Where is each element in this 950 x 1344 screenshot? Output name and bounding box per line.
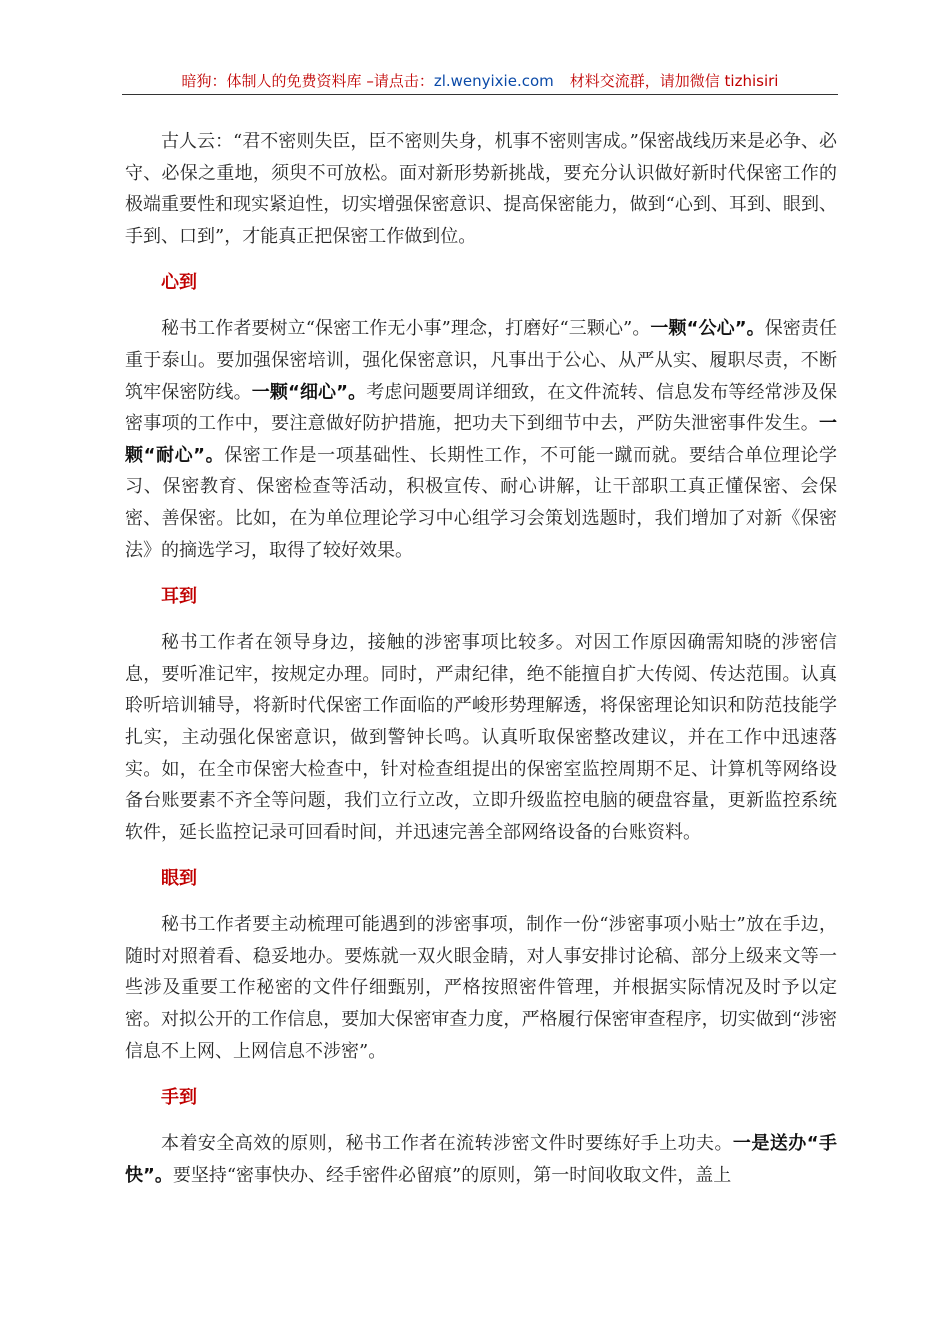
- section-heading-erdao: 耳到: [161, 586, 197, 608]
- bold-segment: 一颗“细心”。: [251, 381, 367, 403]
- text-segment: 保密工作是一项基础性、长期性工作，不可能一蹴而就。要结合单位理论学习、保密教育、保密检查等活动，积极宣传、耐心讲解，让干部职工真正懂保密、会保密、善保密。比如，在为单位理论学习中心组学习会策划选题时，我们增加了对新《保密法》的摘选学习，取得了较好效果。: [125, 444, 837, 561]
- section-heading-xindao: 心到: [161, 272, 197, 294]
- header-url-link[interactable]: zl.wenyixie.com: [433, 72, 554, 90]
- section-heading-shoudao: 手到: [161, 1087, 197, 1109]
- section-paragraph-shoudao: [125, 1128, 837, 1191]
- bold-segment: 一颗“耐心”。: [125, 413, 837, 466]
- bold-segment: 一是送办“手快”。: [125, 1133, 837, 1186]
- header-click-prompt: –请点击：: [361, 72, 434, 90]
- text-segment: 秘书工作者在领导身边，接触的涉密事项比较多。对因工作原因确需知晓的涉密信息，要听准记牢，按规定办理。同时，严肃纪律，绝不能擅自扩大传阅、传达范围。认真聆听培训辅导，将新时代保密工作面临的严峻形势理解透，将保密理论知识和防范技能学扎实，主动强化保密意识，做到警钟长鸣。认真听取保密整改建议，并在工作中迅速落实。如，在全市保密大检查中，针对检查组提出的保密室监控周期不足、计算机等网络设备台账要素不齐全等问题，我们立行立改，立即升级监控电脑的硬盘容量，更新监控系统软件，延长监控记录可回看时间，并迅速完善全部网络设备的台账资料。: [125, 632, 837, 843]
- section-heading-yandao: 眼到: [161, 868, 197, 890]
- page-header: [122, 70, 838, 92]
- text-segment: 本着安全高效的原则，秘书工作者在流转涉密文件时要练好手上功夫。: [161, 1133, 733, 1155]
- article-body: [125, 126, 837, 1191]
- text-segment: 秘书工作者要主动梳理可能遇到的涉密事项，制作一份“涉密事项小贴士”放在手边，随时对照着看、稳妥地办。要炼就一双火眼金睛，对人事安排讨论稿、部分上级来文等一些涉及重要工作秘密的文件仔细甄别，严格按照密件管理，并根据实际情况及时予以定密。对拟公开的工作信息，要加大保密审查力度，严格履行保密审查程序，切实做到“涉密信息不上网、上网信息不涉密”。: [125, 914, 837, 1062]
- text-segment: 考虑问题要周详细致，在文件流转、信息发布等经常涉及保密事项的工作中，要注意做好防护措施，把功夫下到细节中去，严防失泄密事件发生。: [125, 381, 837, 435]
- bold-segment: 一颗“公心”。: [650, 318, 765, 340]
- section-paragraph-yandao: [125, 909, 837, 1067]
- text-segment: 要坚持“密事快办、经手密件必留痕”的原则，第一时间收取文件，盖上: [172, 1164, 732, 1186]
- header-brand: 暗狗：体制人的免费资料库: [181, 72, 362, 90]
- intro-paragraph: 古人云：“君不密则失臣，臣不密则失身，机事不密则害成。”保密战线历来是必争、必守、必保之重地，须臾不可放松。面对新形势新挑战，要充分认识做好新时代保密工作的极端重要性和现实紧迫性，切实增强保密意识、提高保密能力，做到“心到、耳到、眼到、手到、口到”，才能真正把保密工作做到位。: [125, 131, 837, 247]
- header-contact: 材料交流群，请加微信 tizhisiri: [569, 72, 779, 90]
- text-segment: 保密责任重于泰山。要加强保密培训，强化保密意识，凡事出于公心、从严从实、履职尽责，不断筑牢保密防线。: [125, 318, 837, 403]
- text-segment: 秘书工作者要树立“保密工作无小事”理念，打磨好“三颗心”。: [161, 318, 651, 340]
- section-paragraph-erdao: [125, 627, 837, 848]
- section-paragraph-xindao: [125, 313, 837, 566]
- header-divider: [122, 94, 838, 95]
